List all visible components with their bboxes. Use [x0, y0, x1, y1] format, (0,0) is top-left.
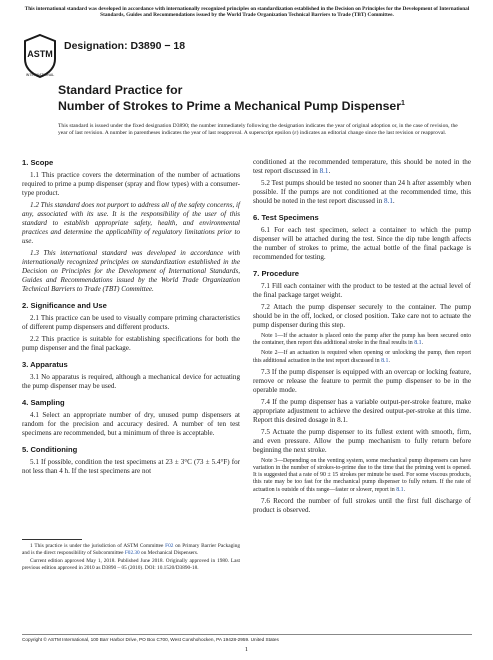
paragraph-4-1: 4.1 Select an appropriate number of dry, unused pump dispensers at random for the precision and accuracy desired. A number of ten test specimens are recommended, but a minimum of three is acceptable. — [22, 411, 240, 437]
header-notice: This international standard was developed in accordance with internationally recognized principles on standardization established in the Decision on Principles for the Development of International Standards, Guides and Recommendations issued by the World Trade Organization Technical Barriers to Trade (TBT) Committee. — [24, 6, 470, 19]
section-heading-significance: 2. Significance and Use — [22, 301, 107, 310]
footnote-divider — [22, 539, 82, 540]
section-heading-sampling: 4. Sampling — [22, 398, 65, 407]
section-link-8-1[interactable]: 8.1 — [414, 340, 422, 347]
title-footnote-mark: 1 — [401, 100, 405, 107]
designation: Designation: D3890 − 18 — [64, 40, 186, 52]
paragraph-6-1: 6.1 For each test specimen, select a container to which the pump dispenser will be attached during the test. Since the dip tube length affects the number of strokes to prime, the actual bottle of the final package is recommended for testing. — [253, 226, 471, 261]
svg-text:ASTM: ASTM — [27, 49, 53, 59]
paragraph-2-2: 2.2 This practice is suitable for establishing specifications for both the pump dispenser and the final package. — [22, 335, 240, 352]
paragraph-5-1-continued: conditioned at the recommended temperature, this should be noted in the test report discussed in 8.1. — [253, 158, 471, 175]
footnote-1: 1 This practice is under the jurisdiction of ASTM Committee F02 on Primary Barrier Packaging and is the direct responsibility of Subcommittee F02.30 on Mechanical Dispensers. — [22, 543, 240, 556]
paragraph-5-1: 5.1 If possible, condition the test specimens at 23 ± 3°C (73 ± 5.4°F) for not less than 4 h. If the test specimens are not — [22, 458, 240, 475]
footnotes — [22, 543, 240, 574]
section-heading-conditioning: 5. Conditioning — [22, 445, 78, 454]
paragraph-3-1: 3.1 No apparatus is required, although a mechanical device for actuating the pump dispenser may be used. — [22, 373, 240, 390]
section-heading-scope: 1. Scope — [22, 158, 54, 167]
section-link-8-1[interactable]: 8.1 — [381, 357, 389, 364]
subcommittee-link[interactable]: F02.30 — [124, 549, 140, 556]
paragraph-7-1: 7.1 Fill each container with the product to be tested at the actual level of the final package target weight. — [253, 282, 471, 299]
paragraph-7-3: 7.3 If the pump dispenser is equipped with an overcap or locking feature, remove or release the feature to permit the pump dispenser to be in the operable mode. — [253, 367, 471, 394]
copyright: Copyright © ASTM International, 100 Barr Harbor Drive, PO Box C700, West Conshohocken, PA 19428-2959. United States — [22, 634, 472, 643]
section-heading-specimens: 6. Test Specimens — [253, 213, 319, 222]
paragraph-7-4: 7.4 If the pump dispenser has a variable output-per-stroke feature, make appropriate adjustment to achieve the desired output-per-stroke at this time. Report this desired dosage in 8.1. — [253, 397, 471, 424]
intro-paragraph: This standard is issued under the fixed designation D3890; the number immediately following the designation indicates the year of original adoption or, in the case of revision, the year of last revision. A number in parentheses indicates the year of last reapproval. A superscript epsilon (ε) indicates an editorial change since the last revision or reapproval. — [58, 123, 458, 136]
section-link-8-1[interactable]: 8.1 — [319, 167, 329, 175]
astm-logo-icon — [22, 33, 58, 79]
note-2: Note 2—If an actuation is required when opening or unlocking the pump, then report this additional actuation in the test report discussed in 8.1. — [253, 350, 471, 364]
left-column — [22, 158, 240, 479]
page-number: 1 — [244, 646, 249, 653]
paragraph-5-2: 5.2 Test pumps should be tested no sooner than 24 h after assembly when possible. If the pumps are not conditioned at the recommended time, this should be noted in the test report discussed in 8.1. — [253, 179, 471, 205]
note-1: Note 1—If the actuator is placed onto the pump after the pump has been secured onto the container, then report this additional stroke in the final results in 8.1. — [253, 333, 471, 347]
paragraph-7-6: 7.6 Record the number of full strokes until the first full discharge of product is observed. — [253, 496, 471, 514]
document-title — [58, 83, 405, 113]
section-link-8-1[interactable]: 8.1 — [384, 197, 393, 205]
committee-link[interactable]: F02 — [165, 543, 174, 549]
paragraph-7-2: 7.2 Attach the pump dispenser securely to the container. The pump should be in the off, locked, or closed position. Take care not to actuate the pump dispenser during this step. — [253, 303, 471, 329]
logo-caption: INTERNATIONAL — [25, 73, 55, 77]
title-line-2: Number of Strokes to Prime a Mechanical Pump Dispenser$^1$ — [58, 99, 405, 114]
right-column — [253, 158, 471, 518]
section-heading-apparatus: 3. Apparatus — [22, 360, 68, 369]
title-line-1: Standard Practice for — [58, 83, 183, 97]
section-link-8-1[interactable]: 8.1 — [396, 486, 404, 493]
paragraph-7-5: 7.5 Actuate the pump dispenser to its fullest extent with smooth, firm, and even pressure. Allow the pump mechanism to fully return before beginning the next stroke. — [253, 427, 471, 454]
paragraph-1-3: 1.3 This international standard was developed in accordance with internationally recognized principles on standardization established in the Decision on Principles for the Development of International Standards, Guides and Recommendations issued by the World Trade Organization Technical Barriers to Trade (TBT) Committee. — [22, 249, 240, 293]
section-heading-procedure: 7. Procedure — [253, 269, 300, 278]
footnote-2: Current edition approved May 1, 2018. Published June 2018. Originally approved in 1980. Last previous edition approved in 2010 as D3890 – 05 (2010). DOI: 10.1520/D3890-18. — [22, 558, 240, 572]
paragraph-2-1: 2.1 This practice can be used to visually compare priming characteristics of different pump dispensers and different products. — [22, 314, 240, 331]
note-3: Note 3—Depending on the venting system, some mechanical pump dispensers can have variation in the number of strokes-to-prime due to the time that the priming vent is opened. It is suggested that a rate of 90 ± 15 strokes per minute be used. For some viscous products, this rate may be too fast for the mechanical pump dispenser to fully return. If the rate of actuation is outside of this range—faster or slower, report in 8.1. — [253, 457, 471, 493]
paragraph-1-1: 1.1 This practice covers the determination of the number of actuations required to prime a pump dispenser (spray and flow types) with a consumer-type product. — [22, 171, 240, 197]
paragraph-1-2: 1.2 This standard does not purport to address all of the safety concerns, if any, associated with its use. It is the responsibility of the user of this standard to establish appropriate safety, health, and environmental practices and determine the applicability of regulatory limitations prior to use. — [22, 201, 240, 245]
